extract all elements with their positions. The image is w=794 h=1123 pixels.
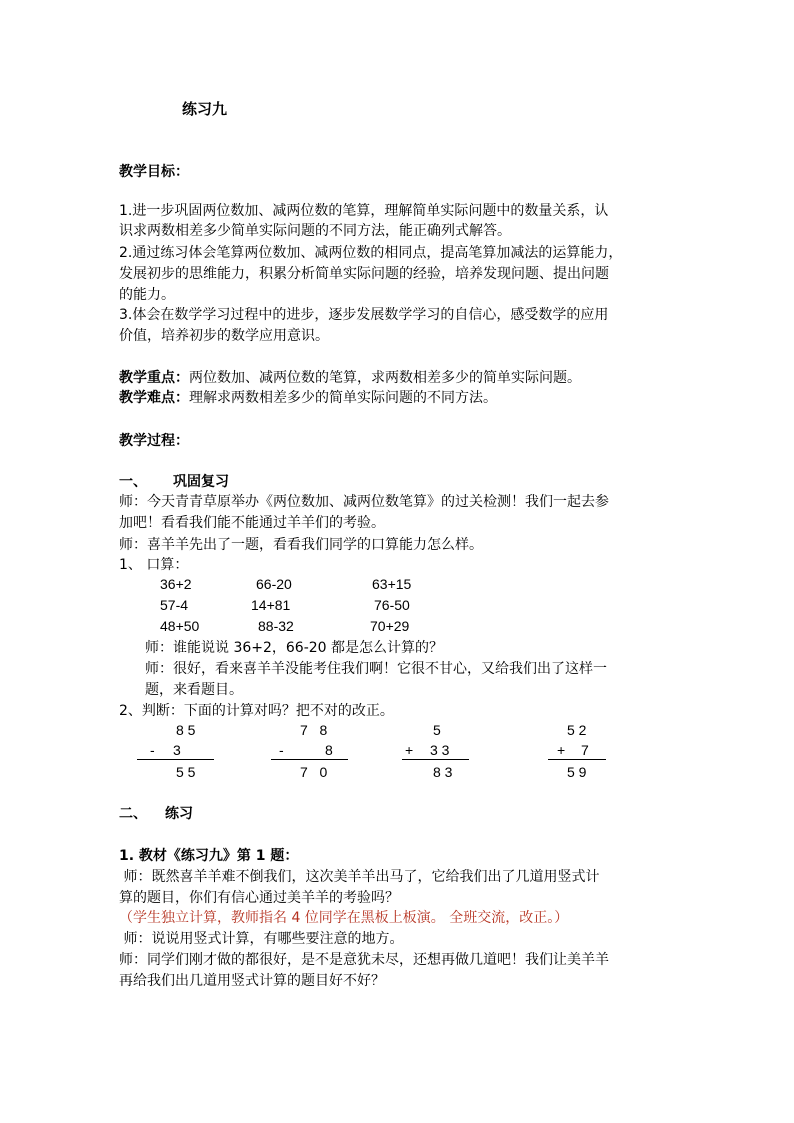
vertical-top: 5 2 [567, 722, 587, 738]
oral-item: 88-32 [258, 618, 294, 634]
dialog-line: 师：喜羊羊先出了一题，看看我们同学的口算能力怎么样。 [119, 537, 483, 553]
key-point-text: 两位数加、减两位数的笔算，求两数相差多少的简单实际问题。 [189, 370, 581, 386]
dialog-line: 师：同学们刚才做的都很好，是不是意犹未尽，还想再做几道吧！我们让美羊羊 [119, 952, 609, 968]
vertical-second: 8 [325, 742, 333, 758]
dialog-line: 师：很好，看来喜羊羊没能考住我们啊！它很不甘心，又给我们出了这样一 [145, 661, 607, 677]
vertical-second: 3 [173, 742, 181, 758]
page-title: 练习九 [182, 100, 228, 118]
vertical-result: 8 3 [433, 764, 453, 780]
goals-line: 3.体会在数学学习过程中的进步，逐步发展数学学习的自信心，感受数学的应用 [119, 307, 609, 323]
section1-heading [119, 472, 229, 492]
vertical-result: 7 0 [300, 764, 328, 780]
section2-number: 二、 [119, 806, 147, 822]
goals-heading: 教学目标： [119, 164, 189, 180]
vertical-result: 5 9 [567, 764, 587, 780]
difficulty-label: 教学难点： [119, 390, 189, 406]
oral-item: 76-50 [374, 597, 410, 613]
vertical-underline [271, 759, 348, 760]
dialog-line: 师：说说用竖式计算，有哪些要注意的地方。 [119, 931, 404, 947]
dialog-line: 师：今天青青草原举办《两位数加、减两位数笔算》的过关检测！我们一起去参 [119, 494, 609, 510]
vertical-top: 5 [433, 722, 441, 738]
dialog-line: 师：既然喜羊羊难不倒我们，这次美羊羊出马了，它给我们出了几道用竖式计 [119, 869, 600, 885]
exercise-heading: 1. 教材《练习九》第 1 题： [119, 848, 299, 864]
oral-item: 63+15 [372, 576, 412, 592]
vertical-underline [548, 759, 606, 760]
dialog-line: 算的题目，你们有信心通过美羊羊的考验吗？ [119, 890, 399, 906]
oral-item: 48+50 [160, 618, 200, 634]
teacher-note: （学生独立计算，教师指名 4 位同学在黑板上板演。 全班交流，改正。） [119, 910, 569, 926]
vertical-operator: - [279, 742, 284, 758]
oral-item: 66-20 [256, 576, 292, 592]
goals-line: 1.进一步巩固两位数加、减两位数的笔算，理解简单实际问题中的数量关系，认 [119, 203, 609, 219]
vertical-top: 8 5 [176, 722, 196, 738]
dialog-line: 题，来看题目。 [145, 682, 243, 698]
oral-item: 57-4 [160, 597, 189, 613]
oral-item: 70+29 [370, 618, 410, 634]
key-point-label: 教学重点： [119, 370, 189, 386]
key-point [119, 368, 581, 388]
section2-title: 练习 [165, 806, 193, 822]
goals-line: 价值，培养初步的数学应用意识。 [119, 328, 329, 344]
judge-label: 2、判断：下面的计算对吗？把不对的改正。 [119, 703, 394, 719]
vertical-second: 3 3 [430, 742, 450, 758]
vertical-operator: + [405, 742, 414, 758]
vertical-operator: - [150, 742, 155, 758]
section1-title: 巩固复习 [173, 474, 229, 490]
goals-line: 2.通过练习体会笔算两位数加、减两位数的相同点，提高笔算加减法的运算能力， [119, 245, 623, 261]
dialog-line: 师：谁能说说 36+2，66-20 都是怎么计算的？ [145, 640, 444, 656]
process-heading: 教学过程： [119, 433, 189, 449]
vertical-underline [137, 759, 214, 760]
oral-item: 36+2 [160, 576, 192, 592]
goals-line: 发展初步的思维能力，积累分析简单实际问题的经验，培养发现问题、提出问题 [119, 266, 609, 282]
vertical-operator: + [557, 742, 566, 758]
difficulty [119, 388, 497, 408]
vertical-underline [402, 759, 469, 760]
difficulty-text: 理解求两数相差多少的简单实际问题的不同方法。 [189, 390, 497, 406]
section1-number: 一、 [119, 474, 147, 490]
oral-item: 14+81 [251, 597, 291, 613]
goals-line: 识求两数相差多少简单实际问题的不同方法，能正确列式解答。 [119, 223, 511, 239]
vertical-result: 5 5 [176, 764, 196, 780]
dialog-line: 再给我们出几道用竖式计算的题目好不好？ [119, 973, 385, 989]
section2-heading [119, 804, 193, 824]
vertical-second: 7 [581, 742, 589, 758]
vertical-top: 7 8 [300, 722, 328, 738]
dialog-line: 加吧！看看我们能不能通过羊羊们的考验。 [119, 515, 385, 531]
oral-label: 1、 口算： [119, 557, 189, 573]
goals-line: 的能力。 [119, 287, 175, 303]
